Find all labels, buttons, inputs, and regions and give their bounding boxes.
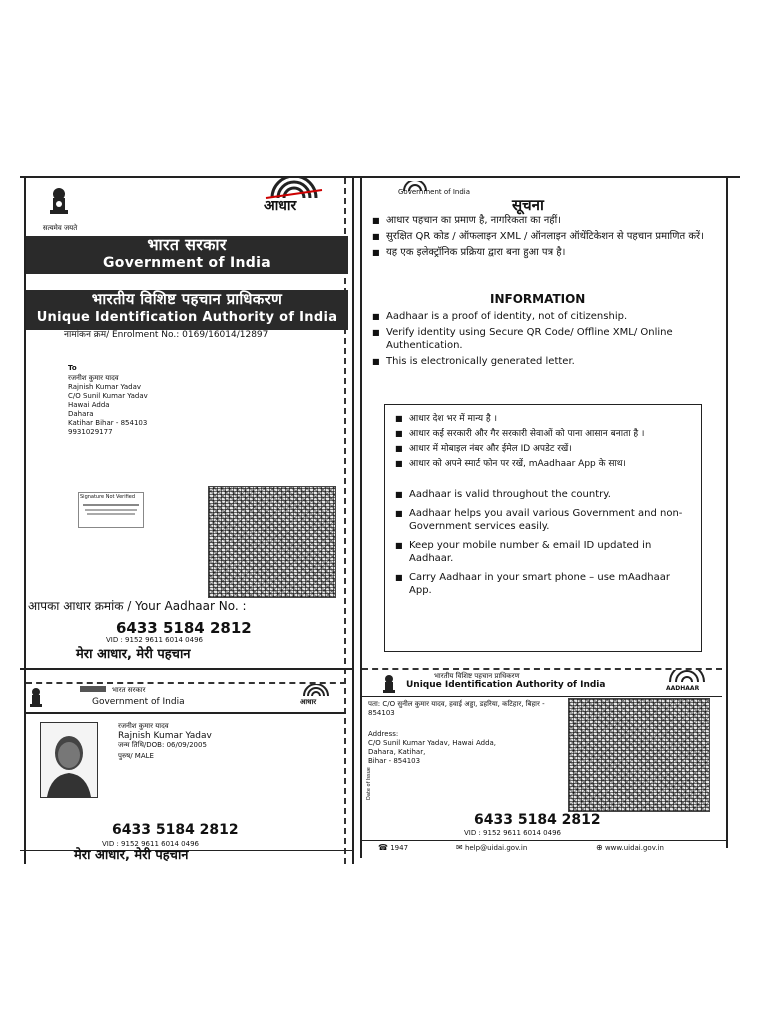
- card-aadhaar-number: 6433 5184 2812: [112, 822, 239, 838]
- national-emblem-icon: [44, 186, 74, 224]
- holder-dob: जन्म तिथि/DOB: 06/09/2005: [118, 741, 207, 749]
- benefits-hindi-list: [395, 413, 691, 470]
- benefit-english-item: ■ Keep your mobile number & email ID updated in Aadhaar.: [395, 539, 691, 565]
- phone-icon: ☎: [378, 843, 388, 852]
- to-label: To: [68, 364, 77, 372]
- benefit-english-item: ■ Aadhaar is valid throughout the country.: [395, 488, 691, 501]
- hindi-notice-item: ■ आधार पहचान का प्रमाण है, नागरिकता का नहीं।: [372, 214, 712, 227]
- footer-phone: ☎ 1947: [378, 843, 409, 852]
- digital-signature-block: [78, 492, 144, 528]
- right-card-vid: VID : 9152 9611 6014 0496: [464, 829, 561, 837]
- vid-number: VID : 9152 9611 6014 0496: [106, 636, 203, 644]
- recipient-address: [68, 374, 248, 437]
- holder-name-hindi: रजनीश कुमार यादव: [118, 722, 169, 730]
- address-line: Dahara: [68, 410, 94, 418]
- address-line: Hawai Adda: [68, 401, 110, 409]
- card-gov-hindi: भारत सरकार: [112, 686, 146, 694]
- card-logo-text: आधार: [300, 698, 317, 706]
- gov-hindi: भारत सरकार: [147, 235, 227, 254]
- government-band: [26, 236, 348, 274]
- uidai-band: [26, 290, 348, 330]
- right-card-aadhaar-number: 6433 5184 2812: [474, 812, 601, 828]
- benefit-hindi-item: ■ आधार देश भर में मान्य है ।: [395, 413, 691, 425]
- address-line: Rajnish Kumar Yadav: [68, 383, 142, 391]
- address-line: C/O Sunil Kumar Yadav: [68, 392, 148, 400]
- card-emblem-icon: [26, 686, 46, 712]
- card-gov-english: Government of India: [92, 697, 185, 707]
- right-card-address: [368, 739, 548, 766]
- center-divider-right: [360, 178, 362, 858]
- benefit-hindi-item: ■ आधार में मोबाइल नंबर और ईमेल ID अपडेट रखें।: [395, 443, 691, 455]
- hindi-notice-item: ■ यह एक इलेक्ट्रॉनिक प्रक्रिया द्वारा बना हुआ पत्र है।: [372, 246, 712, 259]
- holder-photo: [40, 722, 98, 798]
- right-card-address-line: Bihar - 854103: [368, 757, 421, 765]
- tagline: मेरा आधार, मेरी पहचान: [76, 647, 191, 662]
- hindi-notice-list: [372, 214, 712, 262]
- right-card-emblem-icon: [380, 674, 398, 698]
- center-cut-line: [344, 178, 346, 864]
- mail-icon: ✉: [456, 843, 463, 852]
- right-card-qr-code: [568, 698, 710, 812]
- right-card-address-label: Address:: [368, 730, 399, 738]
- enrolment-row: [64, 330, 344, 341]
- top-border: [20, 176, 740, 178]
- hindi-notice-item: ■ सुरक्षित QR कोड / ऑफलाइन XML / ऑनलाइन ऑथेंटिकेशन से पहचान प्रमाणित करें।: [372, 230, 712, 243]
- english-information-list: [372, 310, 718, 371]
- right-card-header-rule: [362, 696, 722, 697]
- footer-web: ⊕ www.uidai.gov.in: [596, 843, 664, 852]
- benefit-english-item: ■ Aadhaar helps you avail various Government and non-Government services easily.: [395, 507, 691, 533]
- aadhaar-number: 6433 5184 2812: [116, 619, 252, 637]
- uidai-english: Unique Identification Authority of India: [36, 310, 338, 325]
- right-card-side-text: Date of Issue: [366, 767, 372, 800]
- benefit-hindi-item: ■ आधार को अपने स्मार्ट फोन पर रखें, mAadhaar App के साथ।: [395, 458, 691, 470]
- right-card-uidai-english: Unique Identification Authority of India: [406, 680, 606, 690]
- card-vid-number: VID : 9152 9611 6014 0496: [102, 840, 199, 848]
- uidai-hindi: भारतीय विशिष्ट पहचान प्राधिकरण: [91, 290, 283, 308]
- gov-english: Government of India: [103, 255, 271, 271]
- suchna-title: सूचना: [512, 196, 544, 214]
- enrolment-number: 0169/16014/12897: [182, 330, 269, 340]
- enrolment-label: नामांकन क्रम/ Enrolment No.:: [64, 330, 180, 340]
- aadhaar-logo-text: आधार: [264, 198, 297, 214]
- information-item: ■ This is electronically generated letter.: [372, 355, 718, 368]
- aadhaar-no-label: आपका आधार क्रमांक / Your Aadhaar No. :: [28, 599, 247, 613]
- right-header-caption: Government of India: [398, 188, 471, 196]
- right-card-logo-text: AADHAAR: [666, 685, 700, 692]
- information-item: ■ Verify identity using Secure QR Code/ Offline XML/ Online Authentication.: [372, 326, 718, 352]
- information-title: INFORMATION: [490, 292, 586, 306]
- right-card-address-line: C/O Sunil Kumar Yadav, Hawai Adda,: [368, 739, 497, 747]
- center-divider-left: [352, 178, 354, 864]
- left-border: [24, 178, 26, 864]
- benefit-hindi-item: ■ आधार कई सरकारी और गैर सरकारी सेवाओं को पाना आसान बनाता है ।: [395, 428, 691, 440]
- right-card-footer-rule: [362, 840, 726, 841]
- holder-name-english: Rajnish Kumar Yadav: [118, 731, 212, 741]
- information-item: ■ Aadhaar is a proof of identity, not of citizenship.: [372, 310, 718, 323]
- footer-email: ✉ help@uidai.gov.in: [456, 843, 528, 852]
- card-tagline: मेरा आधार, मेरी पहचान: [74, 848, 189, 863]
- card-header-rule: [26, 712, 346, 714]
- right-card-address-hindi: पता: C/O सुनील कुमार यादव, हवाई अड्डा, डहरिया, कटिहार, बिहार - 854103: [368, 700, 545, 717]
- right-card-address-line: Dahara, Katihar,: [368, 748, 426, 756]
- right-card-uidai-hindi: भारतीय विशिष्ट पहचान प्राधिकरण: [434, 672, 520, 680]
- address-line: 9931029177: [68, 428, 113, 436]
- globe-icon: ⊕: [596, 843, 603, 852]
- benefit-english-item: ■ Carry Aadhaar in your smart phone – use mAadhaar App.: [395, 571, 691, 597]
- holder-gender: पुरुष/ MALE: [118, 752, 154, 760]
- letter-card-divider: [20, 668, 352, 670]
- emblem-caption: सत्यमेव जयते: [42, 224, 78, 232]
- address-line: रजनीश कुमार यादव: [68, 374, 119, 382]
- right-border: [726, 178, 728, 848]
- address-line: Katihar Bihar - 854103: [68, 419, 148, 427]
- benefits-box: [384, 404, 702, 652]
- signature-note: Signature Not Verified: [80, 494, 136, 500]
- qr-code: [208, 486, 336, 598]
- benefits-english-list: [395, 488, 691, 597]
